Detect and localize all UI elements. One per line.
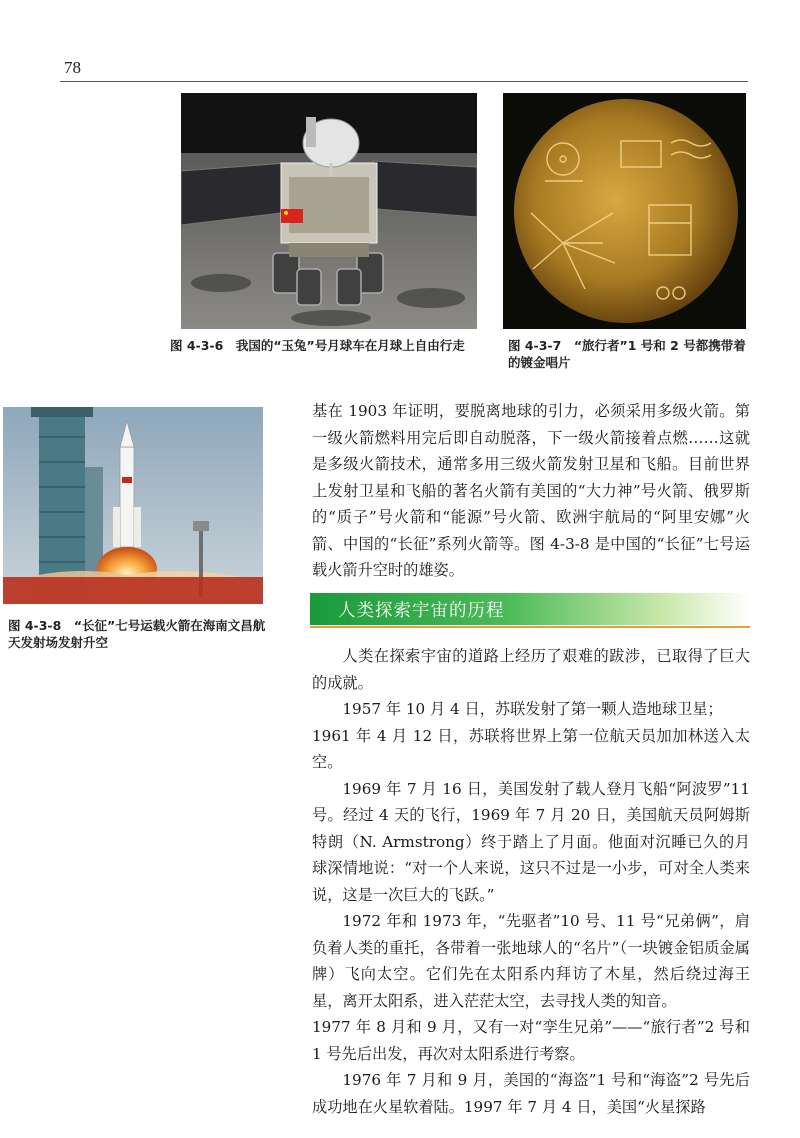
rocket-launch-photo <box>3 407 263 604</box>
section-rule <box>310 626 750 628</box>
body-paragraph: 1969 年 7 月 16 日，美国发射了载人登月飞船“阿波罗”11 号。经过 4 天的飞行，1969 年 7 月 20 日，美国航天员阿姆斯特朗（N. Armstrong）终于踏上了月面。他面对沉睡已久的月球深情地说：“对一个人来说，这只不过是一小步，可对全人类来说，这是一次巨大的飞跃。” <box>312 779 750 904</box>
lunar-rover-photo <box>181 93 477 329</box>
body-paragraph: 1957 年 10 月 4 日，苏联发射了第一颗人造地球卫星； <box>342 700 723 718</box>
intro-paragraph: 基在 1903 年证明，要脱离地球的引力，必须采用多级火箭。第一级火箭燃料用完后即自动脱落，下一级火箭接着点燃……这就是多级火箭技术，通常多用三级火箭发射卫星和飞船。目前世界上发射卫星和飞船的著名火箭有美国的“大力神”号火箭、俄罗斯的“质子”号火箭和“能源”号火箭、欧洲宇航局的“阿里安娜”火箭、中国的“长征”系列火箭等。图 4-3-8 是中国的“长征”七号运载火箭升空时的雄姿。 <box>312 402 750 579</box>
section-title: 人类探索宇宙的历程 <box>338 601 505 621</box>
section-heading <box>310 593 750 625</box>
body-paragraph: 1961 年 4 月 12 日，苏联将世界上第一位航天员加加林送入太空。 <box>312 726 750 771</box>
figure-caption-rocket: 图 4-3-8 “长征”七号运载火箭在海南文昌航天发射场发射升空 <box>8 618 266 650</box>
body-paragraph: 1972 年和 1973 年，“先驱者”10 号、11 号“兄弟俩”，肩负着人类的重托，各带着一张地球人的“名片”（一块镀金铝质金属牌）飞向太空。它们先在太阳系内拜访了木星，然后绕过海王星，离开太阳系，进入茫茫太空，去寻找人类的知音。 <box>312 912 750 1010</box>
body-paragraph: 1977 年 8 月和 9 月，又有一对“孪生兄弟”——“旅行者”2 号和 1 号先后出发，再次对太阳系进行考察。 <box>312 1018 750 1063</box>
section-body <box>312 643 750 1120</box>
page-number: 78 <box>64 58 81 77</box>
golden-record-photo <box>503 93 746 329</box>
body-paragraph: 1976 年 7 月和 9 月，美国的“海盗”1 号和“海盗”2 号先后成功地在火星软着陆。1997 年 7 月 4 日，美国“火星探路 <box>312 1071 750 1116</box>
body-paragraph: 人类在探索宇宙的道路上经历了艰难的跋涉，已取得了巨大的成就。 <box>312 647 750 692</box>
figure-caption-record: 图 4-3-7 “旅行者”1 号和 2 号都携带着的镀金唱片 <box>508 338 746 370</box>
header-rule <box>60 81 748 82</box>
figure-caption-rover: 图 4-3-6 我国的“玉兔”号月球车在月球上自由行走 <box>170 338 465 353</box>
